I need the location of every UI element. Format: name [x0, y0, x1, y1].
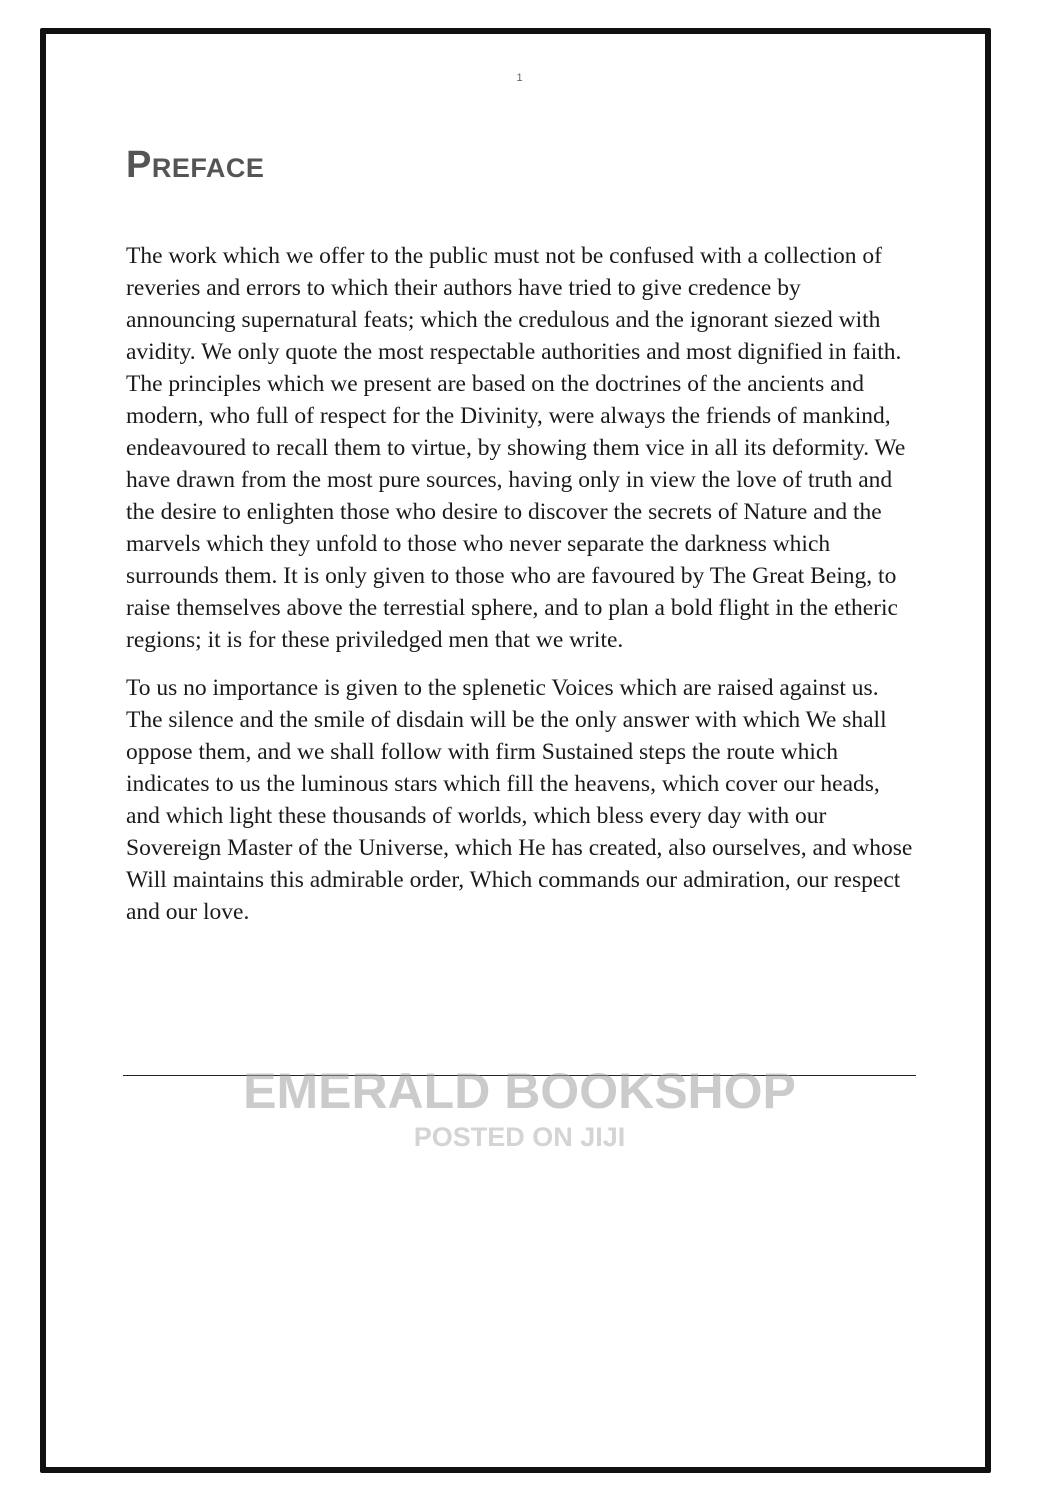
paragraph-2: To us no importance is given to the splenetic Voices which are raised against us. The silence and the smile of disdain will be the only answer with which We shall oppose them, and we shall follow with firm Sustained steps the route which indicates to us the luminous stars which fill the heavens, which cover our heads, and which light these thousands of worlds, which bless every day with our Sovereign Master of the Universe, which He has created, also ourselves, and whose Will maintains this admirable order, Which commands our admiration, our respect and our love.	[126, 675, 913, 925]
page-number: 1	[516, 72, 523, 84]
page-heading: Preface	[126, 144, 265, 186]
watermark-title: EMERALD BOOKSHOP	[243, 1063, 796, 1119]
body-text	[126, 240, 916, 944]
paragraph-1: The work which we offer to the public must not be confused with a collection of reveries and errors to which their authors have tried to give credence by announcing supernatural feats; which the credulous and the ignorant siezed with avidity. We only quote the most respectable authorities and most dignified in faith. The principles which we present are based on the doctrines of the ancients and modern, who full of respect for the Divinity, were always the friends of mankind, endeavoured to recall them to virtue, by showing them vice in all its deformity. We have drawn from the most pure sources, having only in view the love of truth and the desire to enlighten those who desire to discover the secrets of Nature and the marvels which they unfold to those who never separate the darkness which surrounds them. It is only given to those who are favoured by The Great Being, to raise themselves above the terrestial sphere, and to plan a bold flight in the etheric regions; it is for these priviledged men that we write.	[126, 243, 906, 653]
watermark-subtitle: POSTED ON JIJI	[413, 1122, 626, 1152]
